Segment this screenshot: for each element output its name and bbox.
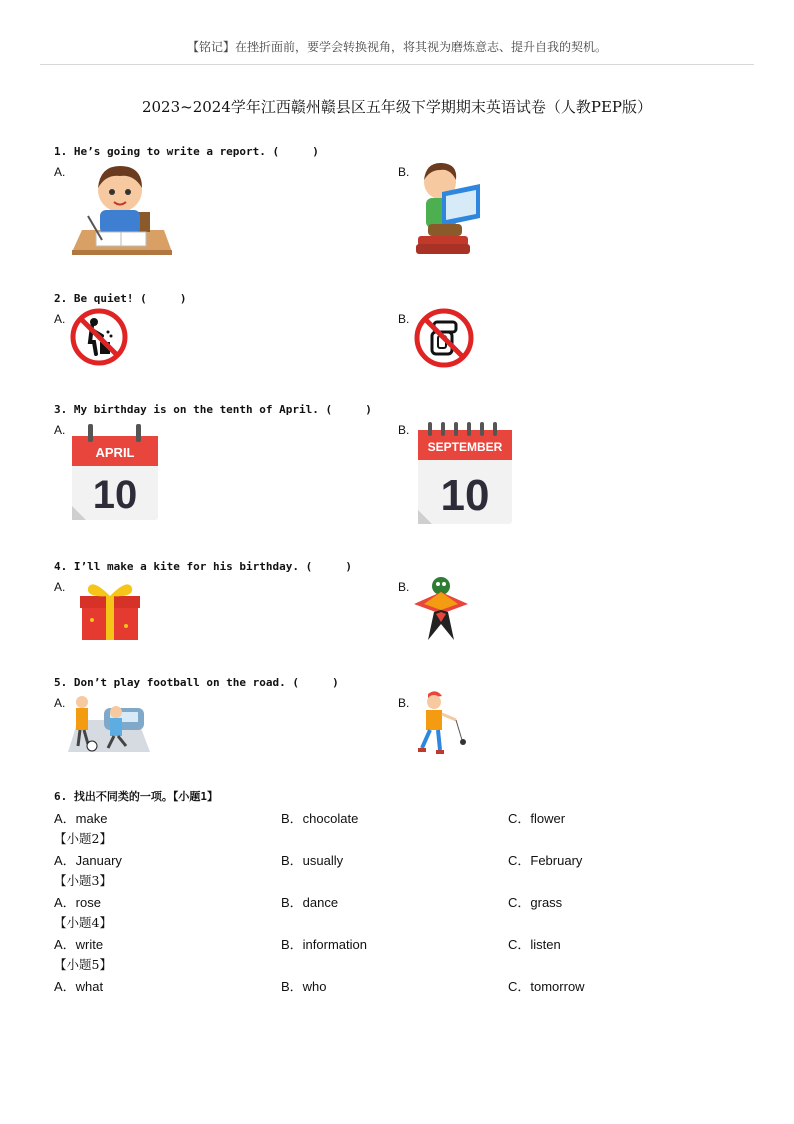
page-title: 2023~2024学年江西赣州赣县区五年级下学期期末英语试卷（人教PEP版） — [141, 98, 653, 116]
question-3-stem: 3. My birthday is on the tenth of April. ( ) — [54, 403, 372, 416]
q6-3-option-c[interactable]: C．grass — [508, 895, 563, 910]
q6-1-option-c[interactable]: C．flower — [508, 811, 566, 826]
question-5-option-b-label[interactable]: B. — [398, 696, 410, 710]
question-3-option-a-label[interactable]: A. — [54, 423, 66, 437]
question-2-option-b-label[interactable]: B. — [398, 312, 410, 326]
question-4-stem: 4. I’ll make a kite for his birthday. ( ) — [54, 560, 353, 573]
header-divider — [40, 64, 754, 65]
boy-yoyo-image[interactable] — [414, 690, 474, 756]
april-calendar-icon[interactable] — [70, 420, 160, 524]
september-calendar-month: SEPTEMBER — [427, 440, 503, 454]
q6-1-option-b[interactable]: B．chocolate — [281, 811, 359, 826]
q6-2-label: 【小题2】 — [54, 831, 112, 846]
question-2-option-a-label[interactable]: A. — [54, 312, 66, 326]
q6-3-label: 【小题3】 — [54, 873, 112, 888]
question-1-stem: 1. He’s going to write a report. ( ) — [54, 145, 319, 158]
q6-3-option-a[interactable]: A．rose — [54, 895, 101, 910]
question-3-option-b-label[interactable]: B. — [398, 423, 410, 437]
boy-writing-image[interactable] — [68, 160, 176, 258]
q6-4-option-c[interactable]: C．listen — [508, 937, 561, 952]
boys-football-road-image[interactable] — [68, 690, 150, 756]
q6-4-option-b[interactable]: B．information — [281, 937, 367, 952]
april-calendar-day: 10 — [92, 473, 138, 517]
april-calendar-month: APRIL — [95, 445, 135, 460]
no-talking-sign-icon[interactable] — [414, 308, 474, 368]
q6-2-option-a[interactable]: A．January — [54, 853, 122, 868]
question-4-option-a-label[interactable]: A. — [54, 580, 66, 594]
question-2-stem: 2. Be quiet! ( ) — [54, 292, 187, 305]
q6-4-option-a[interactable]: A．write — [54, 937, 104, 952]
q6-1-option-a[interactable]: A．make — [54, 811, 108, 826]
q6-5-option-c[interactable]: C．tomorrow — [508, 979, 585, 994]
q6-2-option-c[interactable]: C．February — [508, 853, 583, 868]
q6-5-label: 【小题5】 — [54, 957, 112, 972]
motto-header: 【铭记】在挫折面前，要学会转换视角，将其视为磨炼意志、提升自我的契机。 — [186, 40, 607, 54]
question-5-option-a-label[interactable]: A. — [54, 696, 66, 710]
boy-reading-image[interactable] — [412, 158, 484, 258]
question-5-stem: 5. Don’t play football on the road. ( ) — [54, 676, 339, 689]
q6-3-option-b[interactable]: B．dance — [281, 895, 339, 910]
september-calendar-icon[interactable] — [416, 420, 514, 528]
kite-icon[interactable] — [412, 574, 470, 644]
gift-box-icon[interactable] — [78, 576, 142, 642]
question-1-option-a-label[interactable]: A. — [54, 165, 66, 179]
no-littering-sign-icon[interactable] — [70, 308, 128, 366]
question-1-option-b-label[interactable]: B. — [398, 165, 410, 179]
question-4-option-b-label[interactable]: B. — [398, 580, 410, 594]
q6-5-option-a[interactable]: A．what — [54, 979, 104, 994]
q6-5-option-b[interactable]: B．who — [281, 979, 327, 994]
september-calendar-day: 10 — [440, 471, 490, 520]
question-6-stem: 6. 找出不同类的一项。【小题1】 — [54, 790, 218, 803]
q6-2-option-b[interactable]: B．usually — [281, 853, 344, 868]
q6-4-label: 【小题4】 — [54, 915, 112, 930]
